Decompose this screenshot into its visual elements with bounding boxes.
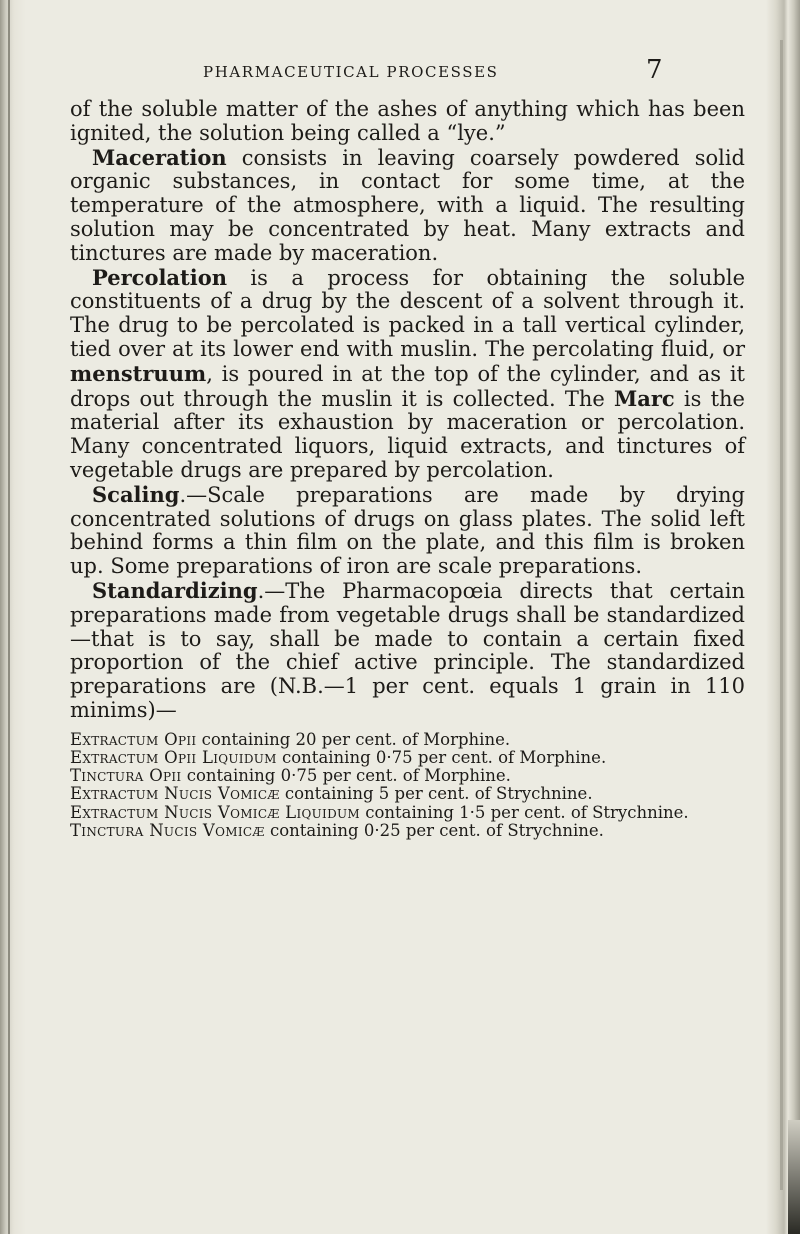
preparation-detail: containing 5 per cent. of Strychnine. (279, 784, 593, 804)
preparation-item (70, 804, 745, 822)
term-menstruum: menstruum (70, 360, 207, 386)
standardizing-text: .—The Pharmacopœia directs that certain preparations made from vegetable drugs shall be standardized—that is to say, shall be made to contain a certain fixed proportion of the chief active principle. The standardized preparations are (N.B.—1 per cent. equals 1 grain in 110 minims)— (70, 578, 745, 722)
book-binding-shadow (0, 0, 26, 1234)
preparation-name: Tinctura Nucis Vomicæ (70, 820, 265, 840)
preparation-name: Extractum Opii Liquidum (70, 747, 277, 767)
preparation-name: Extractum Nucis Vomicæ (70, 784, 280, 804)
preparation-detail: containing 0·75 per cent. of Morphine. (181, 766, 511, 786)
paragraph-lye: of the soluble matter of the ashes of anything which has been ignited, the solution being called a “lye.” (70, 97, 745, 145)
preparation-item (70, 822, 745, 840)
paragraph-percolation (70, 266, 745, 483)
running-head: PHARMACEUTICAL PROCESSES (203, 63, 499, 81)
term-marc: Marc (614, 385, 675, 411)
preparation-detail: containing 0·75 per cent. of Morphine. (276, 747, 607, 767)
preparation-name: Extractum Opii (70, 729, 197, 749)
preparations-list (70, 731, 745, 840)
preparation-name: Extractum Nucis Vomicæ Liquidum (70, 802, 360, 822)
preparation-item (70, 785, 745, 803)
page-edge (766, 0, 800, 1234)
body-text (70, 98, 745, 723)
page-number: 7 (646, 55, 663, 85)
maceration-text: consists in leaving coarsely powdered solid organic substances, in contact for some time, at the temperature of the atmosphere, with a liquid. The resulting solution may be concentrated by heat. Many extracts and tinctures are made by maceration. (70, 145, 745, 265)
term-scaling: Scaling (92, 481, 180, 507)
preparation-detail: containing 1·5 per cent. of Strychnine. (360, 802, 689, 822)
scaling-text: .—Scale preparations are made by drying concentrated solutions of drugs on glass plates. The solid left behind forms a thin film on the plate, and this film is broken up. Some preparations of iron are scale preparations. (70, 482, 745, 579)
term-maceration: Maceration (92, 144, 227, 170)
preparation-item (70, 767, 745, 785)
percolation-text-b: , is poured in at the top of the cylinder, and as it drops out through the muslin it is collected. The (70, 361, 745, 411)
paragraph-standardizing (70, 579, 745, 723)
preparation-detail: containing 20 per cent. of Morphine. (196, 729, 511, 749)
paragraph-maceration (70, 146, 745, 266)
preparation-detail: containing 0·25 per cent. of Strychnine. (264, 820, 604, 840)
preparation-item (70, 731, 745, 749)
paragraph-scaling (70, 483, 745, 579)
book-page (70, 55, 745, 840)
preparation-item (70, 749, 745, 767)
percolation-text-c: is the material after its exhaustion by maceration or percolation. Many concentrated liquors, liquid extracts, and tinctures of vegetable drugs are prepared by percolation. (70, 386, 745, 482)
preparation-name: Tinctura Opii (70, 766, 182, 786)
term-percolation: Percolation (92, 264, 227, 290)
percolation-text-a: is a process for obtaining the soluble constituents of a drug by the descent of a solvent through it. The drug to be percolated is packed in a tall vertical cylinder, tied over at its lower end with muslin. The percolating fluid, or (70, 265, 745, 361)
term-standardizing: Standardizing (92, 577, 258, 603)
page-header (70, 55, 745, 91)
